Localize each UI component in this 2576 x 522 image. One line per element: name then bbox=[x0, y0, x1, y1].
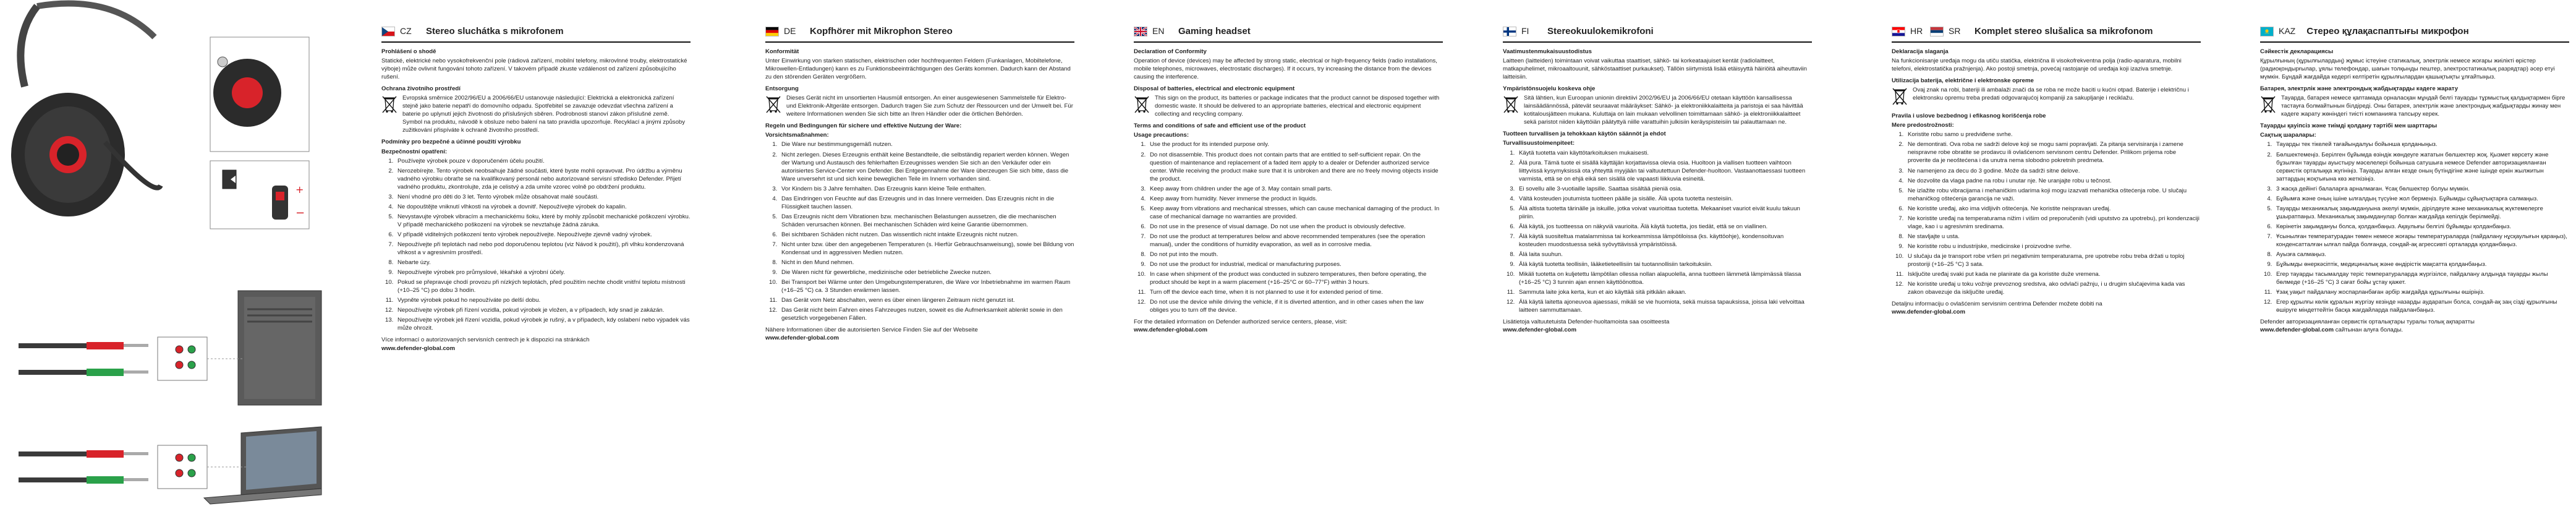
footer-note bbox=[1503, 318, 1812, 334]
list-item: 3. Není vhodné pro děti do 3 let. Tento výrobek může obsahovat malé součásti. bbox=[395, 193, 691, 201]
section-title: Стерео құлақаспаптығы микрофон bbox=[2306, 25, 2469, 36]
precautions-label: Bezpečnostní opatření: bbox=[381, 148, 448, 155]
section-title: Stereo sluchátka s mikrofonem bbox=[426, 25, 564, 36]
headset-image bbox=[11, 4, 161, 216]
list-item: 7. Ұсынылған температурадан төмен немесе жоғары температураларда (пайдалану нұсқаулығын қараңыз), конденсатталған ылғал пайда болғанда, сондай-ақ агрессивті орталарда қолданбаңыз. bbox=[2274, 233, 2569, 249]
list-item: 11. Isključite uređaj svaki put kada ne planirate da ga koristite duže vremena. bbox=[1905, 270, 2201, 278]
footer-text: For the detailed information on Defender authorized service centers, please, visit: bbox=[1134, 319, 1348, 326]
svg-text:−: − bbox=[295, 207, 305, 220]
list-item: 6. Ne koristite uređaj, ako ima vidljivih oštećenja. Ne koristite neispravan uređaj. bbox=[1905, 205, 2201, 213]
section-en bbox=[1134, 25, 1443, 513]
illustration-panel bbox=[0, 0, 346, 519]
list-item: 6. V případě viditelných poškození tento výrobek nepoužívejte. Nepoužívejte zjevně vadný výrobek. bbox=[395, 231, 691, 239]
disposal-notice bbox=[381, 94, 691, 134]
block-heading: Terms and conditions of safe and efficient use of the product bbox=[1134, 122, 1306, 130]
list-item: 9. Ne koristite robu u industrijske, medicinske i proizvodne svrhe. bbox=[1905, 242, 2201, 250]
section-cz bbox=[381, 25, 691, 513]
precautions-label: Сақтық шаралары: bbox=[2260, 132, 2316, 139]
section-header bbox=[1503, 25, 1812, 43]
section-header bbox=[381, 25, 691, 43]
list-item: 7. Älä käytä suositeltua matalammissa tai korkeammissa lämpötiloissa (ks. käyttöohje), kondensoituvan kosteuden muodostuessa sekä syövyttävissä ympäristöissä. bbox=[1516, 233, 1812, 249]
list-item: 8. Ne stavljajte u usta. bbox=[1905, 233, 2201, 241]
language-code: EN bbox=[1152, 26, 1165, 36]
disposal-text: Sitä lähtien, kun Euroopan unionin direktiivi 2002/96/EU ja 2006/66/EU otetaan käyttöön kansallisessa lainsäädännössä, pätevät seuraavat määräykset: Sähkö- ja elektroniikkalaitteita ja paristoja ei saa hävittää kotitalousjätteen mukana. Kuluttaja on lain mukaan velvollinen toimittamaan sähkö- ja elektroniikkalaitteet sekä paristot niiden käyttöiän päätyttyä niille varattuihin julkisiin keräyspisteisiin tai palauttamaan ne. bbox=[1524, 95, 1803, 126]
precautions-label: Usage precautions: bbox=[1134, 132, 1189, 139]
block-text: Unter Einwirkung von starken statischen, elektrischen oder hochfrequenten Feldern (Funkanlagen, Mobiltelefone, Mikrowellen-Entladungen) kann es zu Funktionsbeeinträchtigungen des Geräts kommen. Dadurch kann der Abstand zu den störenden Geräten vergrößern. bbox=[765, 58, 1071, 81]
block-heading: Pravila i uslove bezbednog i efikasnog korišćenja robe bbox=[1892, 113, 2046, 120]
section-header bbox=[1892, 25, 2201, 43]
crossed-bin-icon bbox=[1503, 95, 1519, 116]
precautions-list bbox=[765, 140, 1074, 322]
block-heading: Тауарды қауіпсіз және тиімді қолдану тәртібі мен шарттары bbox=[2260, 122, 2438, 130]
website-link[interactable]: www.defender-global.com bbox=[1134, 327, 1208, 334]
section-title: Gaming headset bbox=[1178, 25, 1251, 36]
flag-icon bbox=[381, 27, 395, 36]
block-heading: Declaration of Conformity bbox=[1134, 48, 1207, 55]
footer-note bbox=[381, 336, 691, 352]
block-heading: Konformität bbox=[765, 48, 799, 55]
block-text: Құрылғының (құрылғылардың) жұмыс істеуіне статикалық, электрлік немесе жоғары жиілікті өрістер (радиоқондырғылар, ұялы телефондар, шағын толқынды пештер, электростатикалық разрядтар) әсер етуі мүмкін. Бұндай жағдайда кедергі келтіретін құрылғылардан қашықтықты ұлғайтыңыз. bbox=[2260, 58, 2555, 81]
list-item: 10. Mikäli tuotetta on kuljetettu lämpötilan ollessa nollan alapuolella, anna tuotteen lämmetä lämpimässä tilassa (+16–25 °C) 3 tunnin ajan ennen käyttöönottoa. bbox=[1516, 270, 1812, 286]
website-link[interactable]: www.defender-global.com bbox=[381, 344, 456, 352]
list-item: 12. Егер құрылғы көлік құралын жүргізу кезінде назарды аударатын болса, сондай-ақ заң сізді құрылғыны өшіруге міндеттейтін басқа жағдайларда пайдаланбаңыз. bbox=[2274, 298, 2569, 314]
list-item: 3. Keep away from children under the age of 3. May contain small parts. bbox=[1147, 185, 1443, 193]
list-item: 7. Nepoužívejte při teplotách nad nebo pod doporučenou teplotou (viz Návod k použití), při vlhku kondenzovaná vlhkost a v agresivním prostředí. bbox=[395, 241, 691, 257]
block-heading: Utilizacija baterija, električne i elektronske opreme bbox=[1892, 77, 2034, 85]
precautions-label: Vorsichtsmaßnahmen: bbox=[765, 132, 829, 139]
section-kaz bbox=[2260, 25, 2569, 513]
footer-text: Nähere Informationen über die autorisierten Service Finden Sie auf der Webseite bbox=[765, 327, 978, 334]
list-item: 11. Turn off the device each time, when it is not planned to use it for extended period of time. bbox=[1147, 288, 1443, 296]
disposal-text: Evropská směrnice 2002/96/EU a 2006/66/EU ustanovuje následující: Elektrická a elektronická zařízení stejně jako baterie nepatří do domovního odpadu. Spotřebitel se zavazuje odevzdat všechna zařízení a baterie po uplynutí jejich životnosti do příslušných sběren. Podrobnosti stanoví zákon příslušné země. Symbol na produktu, návodě k obsluze nebo balení na tato pravidla upozorňuje. Recyklací a jinými způsoby zužitkování přispíváte k ochraně životního prostředí. bbox=[402, 95, 686, 134]
list-item: 9. Die Waren nicht für gewerbliche, medizinische oder betriebliche Zwecke nutzen. bbox=[779, 268, 1074, 276]
list-item: 1. Používejte výrobek pouze v doporučeném účelu použití. bbox=[395, 157, 691, 165]
list-item: 4. Бұйымға және оның ішіне ылғалдың түсуіне жол бермеңіз. Бұйымды сұйықтықтарға салмаңыз. bbox=[2274, 195, 2569, 203]
list-item: 3. Ei sovellu alle 3-vuotiaille lapsille. Saattaa sisältää pieniä osia. bbox=[1516, 185, 1812, 193]
flag-icon bbox=[1892, 27, 1905, 36]
section-header bbox=[2260, 25, 2569, 43]
list-item: 3. Vor Kindern bis 3 Jahre fernhalten. Das Erzeugnis kann kleine Teile enthalten. bbox=[779, 185, 1074, 193]
crossed-bin-icon bbox=[1892, 87, 1908, 108]
section-hr-sr bbox=[1892, 25, 2201, 513]
earcup-detail bbox=[210, 37, 309, 152]
laptop-image bbox=[19, 427, 321, 504]
list-item: 10. Bei Transport bei Wärme unter den Umgebungstemperaturen, die Ware vor Inbetriebnahme im warmen Raum (+16–25 °C) ca. 3 Stunden erwärmen lassen. bbox=[779, 278, 1074, 294]
list-item: 1. Use the product for its intended purpose only. bbox=[1147, 140, 1443, 148]
footer-text-end: сайтынан алуға болады. bbox=[2335, 327, 2404, 334]
product-illustration bbox=[0, 0, 346, 519]
website-link[interactable]: www.defender-global.com bbox=[2260, 327, 2334, 334]
list-item: 4. Das Eindringen von Feuchte auf das Erzeugnis und in das Innere vermeiden. Das Erzeugnis nicht in die Flüssigkeit tauchen lassen. bbox=[779, 195, 1074, 211]
list-item: 3. 3 жасқа дейінгі балаларға арналмаған. Ұсақ бөлшектер болуы мүмкін. bbox=[2274, 185, 2569, 193]
disposal-text: Dieses Gerät nicht im unsortierten Hausmüll entsorgen. An einer ausgewiesenen Sammelstelle für Elektro- und Elektronik-Altgeräte entsorgen. Dadurch tragen Sie zum Schutz der Ressourcen und der Umwelt bei. Für weitere Informationen wenden Sie sich bitte an Ihren Händler oder die örtlichen Behörden. bbox=[786, 95, 1073, 118]
disposal-notice bbox=[2260, 94, 2569, 118]
list-item: 4. Keep away from humidity. Never immerse the product in liquids. bbox=[1147, 195, 1443, 203]
list-item: 9. Älä käytä tuotetta teollisiin, lääketieteellisiin tai tuotannollisiin tarkoituksiin. bbox=[1516, 260, 1812, 268]
block-heading: Podmínky pro bezpečné a účinné použití výrobku bbox=[381, 139, 521, 146]
website-link[interactable]: www.defender-global.com bbox=[765, 335, 840, 342]
disposal-notice bbox=[765, 94, 1074, 118]
section-de bbox=[765, 25, 1074, 513]
disposal-notice bbox=[1892, 86, 2201, 108]
precautions-label: Turvallisuustoimenpiteet: bbox=[1503, 140, 1575, 147]
block-heading: Vaatimustenmukaisuustodistus bbox=[1503, 48, 1592, 55]
block-heading: Regeln und Bedingungen für sichere und effektive Nutzung der Ware: bbox=[765, 122, 962, 130]
list-item: 2. Do not disassemble. This product does not contain parts that are entitled to self-sufficient repair. On the question of maintenance and replacement of a faded item apply to a dealer or Defender authorized service center. While receiving the product make sure that it is unbroken and there are no freely moving objects inside the product. bbox=[1147, 151, 1443, 183]
flag-icon bbox=[1930, 27, 1944, 36]
precautions-list bbox=[1134, 140, 1443, 314]
list-item: 6. Көрінетін зақымдануы болса, қолданбаңыз. Ақаулығы белгілі бұйымды қолданбаңыз. bbox=[2274, 223, 2569, 231]
list-item: 5. Älä altista tuotetta tärinälle ja iskuille, jotka voivat vaurioittaa tuotetta. Mekaaniset vauriot eivät kuulu takuun piiriin. bbox=[1516, 205, 1812, 221]
footer-text: Lisätietoja valtuutetuista Defender-huoltamoista saa osoitteesta bbox=[1503, 319, 1670, 326]
list-item: 7. Ne koristite uređaj na temperaturama nižim i višim od preporučenih (vidi uputstvo za upotrebu), pri kondenzaciji vlage, kao i u agresivnim sredinama. bbox=[1905, 215, 2201, 231]
footer-note bbox=[2260, 318, 2569, 334]
block-text: Laitteen (laitteiden) toimintaan voivat vaikuttaa staattiset, sähkö- tai korkeataajuiset kentät (radiolaitteet, matkapuhelimet, mikroaaltouunit, sähköstaattiset purkaukset). Tällöin siirtymistä lisää etäisyyttä häiriöitä aiheuttaviin laitteisiin. bbox=[1503, 58, 1807, 81]
list-item: 10. Pokud se přepravuje chodí provozu při nízkých teplotách, před použitím nechte chodit vnitřní teplotu místnosti (+10–25 °C) po dobu 3 hodin. bbox=[395, 278, 691, 294]
section-title: Kopfhörer mit Mikrophon Stereo bbox=[810, 25, 953, 36]
crossed-bin-icon bbox=[381, 95, 397, 116]
block-text: Operation of device (devices) may be affected by strong static, electrical or high-frequency fields (radio installations, mobile telephones, microwaves, electrostatic discharges). If it occurs, try increasing the distance from the devices causing the interference. bbox=[1134, 58, 1437, 81]
language-code: KAZ bbox=[2279, 26, 2296, 36]
list-item: 8. Do not put into the mouth. bbox=[1147, 250, 1443, 259]
section-header bbox=[1134, 25, 1443, 43]
precautions-list bbox=[1503, 149, 1812, 315]
list-item: 12. Nepoužívejte výrobek při řízení vozidla, pokud výrobek je vložen, a v případech, kdy snad je zakázán. bbox=[395, 306, 691, 314]
list-item: 12. Das Gerät nicht beim Fahren eines Fahrzeuges nutzen, soweit es die Aufmerksamkeit ablenkt sowie in den gesetzlich vorgegebenen Fällen. bbox=[779, 306, 1074, 322]
list-item: 11. Sammuta laite joka kerta, kun et aio käyttää sitä pitkään aikaan. bbox=[1516, 288, 1812, 296]
list-item: 7. Nicht unter bzw. über den angegebenen Temperaturen (s. Hierfür Gebrauchsanweisung), sowie bei Bildung von Kondensat und in aggressiven Medien nutzen. bbox=[779, 241, 1074, 257]
list-item: 5. Keep away from vibrations and mechanical stresses, which can cause mechanical damaging of the product. In case of mechanical damage no warranties are provided. bbox=[1147, 205, 1443, 221]
block-heading: Deklaracija slaganja bbox=[1892, 48, 1949, 55]
block-heading: Entsorgung bbox=[765, 85, 799, 93]
flag-icon bbox=[1503, 27, 1516, 36]
block-text: Na funkcionisanje uređaja mogu da utiču statička, električna ili visokofrekventna polja (radio-aparatura, mobilni telefoni, elektrostatička pražnjenja). Ako postoji smetnja, povećaj rastojanje od uređaja koji izaziva smetnje. bbox=[1892, 58, 2182, 73]
footer-note bbox=[1892, 300, 2201, 316]
footer-note bbox=[1134, 318, 1443, 334]
block-heading: Prohlášení o shodě bbox=[381, 48, 436, 55]
footer-text: Detaljnu informaciju o ovlašćenim servisnim centrima Defender možete dobiti na bbox=[1892, 301, 2102, 308]
list-item: 12. Ne koristite uređaj u toku vožnje prevoznog sredstva, ako odvlači pažnju, i u drugim slučajevima kada vas zakon obavezuje da isključite uređaj. bbox=[1905, 280, 2201, 296]
disposal-text: Ovaj znak na robi, bateriji ili ambalaži znači da se roba ne može baciti u kućni otpad. Baterije i električnu i elektronsku opremu treba predati odgovarajućoj kompaniji za sakupljanje i reciklažu. bbox=[1913, 87, 2189, 102]
list-item: 4. Ne dopouštějte vniknutí vlhkosti na výrobek a dovnitř. Nepoužívejte výrobek do kapalin. bbox=[395, 203, 691, 211]
block-heading: Ochrana životního prostředí bbox=[381, 85, 461, 93]
language-code: FI bbox=[1521, 26, 1529, 36]
list-item: 13. Nepoužívejte výrobek jeli řízení vozidla, pokud výrobek je rušný, a v případech, kdy oslabení nebo výpadek vás může ohrozit. bbox=[395, 316, 691, 332]
language-code: CZ bbox=[400, 26, 412, 36]
volume-control-detail bbox=[210, 161, 309, 229]
block-text: Statické, elektrické nebo vysokofrekvenční pole (rádiová zařízení, mobilní telefony, mikrovlnné trouby, elektrostatické výboje) může ovlivnit fungování tohoto zařízení. V takovém případě zkuste vzdálenost od zařízení způsobujícího rušení. bbox=[381, 58, 687, 81]
precautions-list bbox=[381, 157, 691, 333]
disposal-text: Тауарда, батарея немесе қаптамада орналасқан мұндай белгі тауарды тұрмыстық қалдықтармен бірге тастауға болмайтынын білдіреді. Оны батарея, электрлік және электрондық жабдықтарды жинау мен кәдеге жарату жөніндегі тиісті компанияға тапсыру керек. bbox=[2281, 95, 2565, 118]
list-item: 10. Егер тауарды тасымалдау теріс температураларда жүргізілсе, пайдалану алдында тауарды жылы бөлмеде (+16–25 °С) 3 сағат бойы ұстау қажет. bbox=[2274, 270, 2569, 286]
list-item: 5. Тауарды механикалық зақымдануына әкелуі мүмкін, дірілдеуге және механикалық жүктемелерге ұшыратпаңыз. Механикалық зақымданулар болған жағдайда кепілдік берілмейді. bbox=[2274, 205, 2569, 221]
footer-text: Defender авторизацияланған сервистік орталықтары туралы толық ақпаратты bbox=[2260, 319, 2475, 326]
footer-note bbox=[765, 326, 1074, 342]
crossed-bin-icon bbox=[765, 95, 781, 116]
precautions-label: Mere predostrožnosti: bbox=[1892, 122, 1954, 129]
list-item: 9. Nepoužívejte výrobek pro průmyslové, lékařské a výrobní účely. bbox=[395, 268, 691, 276]
flag-icon bbox=[1134, 27, 1147, 36]
disposal-notice bbox=[1134, 94, 1443, 118]
precautions-list bbox=[1892, 130, 2201, 296]
section-header bbox=[765, 25, 1074, 43]
section-title: Stereokuulokemikrofoni bbox=[1547, 25, 1654, 36]
block-heading: Tuotteen turvallisen ja tehokkaan käytön säännöt ja ehdot bbox=[1503, 130, 1666, 138]
list-item: 8. Älä laita suuhun. bbox=[1516, 250, 1812, 259]
block-heading: Сәйкестік декларациясы bbox=[2260, 48, 2334, 55]
list-item: 4. Ne dozvolite da vlaga padne na robu i unutar nje. Ne uranjajte robu u tečnost. bbox=[1905, 177, 2201, 185]
list-item: 6. Bei sichtbaren Schäden nicht nutzen. Das wissentlich nicht intakte Erzeugnis nicht nutzen. bbox=[779, 231, 1074, 239]
list-item: 1. Die Ware nur bestimmungsgemäß nutzen. bbox=[779, 140, 1074, 148]
disposal-text: This sign on the product, its batteries or package indicates that the product cannot be disposed together with domestic waste. It should be delivered to an appropriate batteries, electrical and electronic equipment collecting and recycling company. bbox=[1155, 95, 1440, 118]
svg-text:+: + bbox=[295, 184, 304, 195]
list-item: 1. Käytä tuotetta vain käyttötarkoituksen mukaisesti. bbox=[1516, 149, 1812, 157]
list-item: 2. Nicht zerlegen. Dieses Erzeugnis enthält keine Bestandteile, die selbständig repariert werden können. Wegen der Wartung und Austausch des fehlerhaften Erzeugnisses wenden Sie sich an den Verkäufer oder ein autorisiertes Service-Center von Defender. Bei Entgegennahme der Ware überzeugen Sie sich bitte, dass die Ware unversehrt ist und sich keine beweglichen Teile im Innern vorhanden sind. bbox=[779, 151, 1074, 183]
list-item: 10. U slučaju da je transport robe vršen pri negativnim temperaturama, pre upotrebe robu treba držati u toploj prostoriji (+16–25 °C) 3 sata. bbox=[1905, 252, 2201, 268]
list-item: 12. Do not use the device while driving the vehicle, if it is diverted attention, and in other cases when the law obliges you to turn off the device. bbox=[1147, 298, 1443, 314]
list-item: 1. Koristite robu samo u predviđene svrhe. bbox=[1905, 130, 2201, 139]
list-item: 11. Ұзақ уақыт пайдалану жоспарланбаған әрбір жағдайда құрылғыны өшіріңіз. bbox=[2274, 288, 2569, 296]
list-item: 2. Nerozebírejte. Tento výrobek neobsahuje žádné součásti, které byste mohli opravovat. Pro údržbu a výměnu vadného výrobku obraťte se na kvalifikovaný personál nebo autorizované servisní středisko Defender. Přijetí vadného produktu, zkontrolujte, zda je celistvý a zda umíte vzorec volně po obdržení produktu. bbox=[395, 167, 691, 191]
section-fi bbox=[1503, 25, 1812, 513]
list-item: 11. Das Gerät vom Netz abschalten, wenn es über einen längeren Zeitraum nicht genutzt ist. bbox=[779, 296, 1074, 304]
list-item: 5. Nevystavujte výrobek vibracím a mechanickému šoku, které by mohly způsobit mechanické poškození výrobku. V případě mechanického poškození na výrobek se nevztahuje žádná záruka. bbox=[395, 213, 691, 229]
list-item: 8. Nicht in den Mund nehmen. bbox=[779, 259, 1074, 267]
disposal-notice bbox=[1503, 94, 1812, 126]
language-code: SR bbox=[1949, 26, 1961, 36]
block-heading: Батарея, электрлік және электрондық жабдықтарды кәдеге жарату bbox=[2260, 85, 2459, 93]
flag-icon bbox=[765, 27, 779, 36]
list-item: 2. Älä pura. Tämä tuote ei sisällä käyttäjän korjattavissa olevia osia. Huoltoon ja viallisen tuotteen vaihtoon liittyvissä kysymyksissä ota yhteyttä myyjään tai valtuutettuun Defender-huoltoon. Vastaanottaessasi tuotteen varmista, että se on ehjä eikä sen sisällä ole vapaasti liikkuvia esineitä. bbox=[1516, 159, 1812, 183]
footer-text: Více informací o autorizovaných servisních centrech je k dispozici na stránkách bbox=[381, 336, 590, 344]
list-item: 12. Älä käytä laitetta ajoneuvoa ajaessasi, mikäli se vie huomiota, sekä muissa tapauksissa, joissa laki velvoittaa laitteen sammuttamaan. bbox=[1516, 298, 1812, 314]
list-item: 3. Ne namenjeno za decu do 3 godine. Može da sadrži sitne delove. bbox=[1905, 167, 2201, 175]
website-link[interactable]: www.defender-global.com bbox=[1892, 309, 1966, 316]
list-item: 5. Ne izlažite robu vibracijama i mehaničkim udarima koji mogu izazvati mehanička oštećenja robe. U slučaju mehaničkog oštećenja garancija ne važi. bbox=[1905, 187, 2201, 203]
crossed-bin-icon bbox=[1134, 95, 1150, 116]
list-item: 11. Vypněte výrobek pokud ho nepoužíváte po delší dobu. bbox=[395, 296, 691, 304]
block-heading: Ympäristönsuojelu koskeva ohje bbox=[1503, 85, 1596, 93]
language-code: DE bbox=[784, 26, 796, 36]
block-heading: Disposal of batteries, electrical and electronic equipment bbox=[1134, 85, 1295, 93]
list-item: 10. In case when shipment of the product was conducted in subzero temperatures, then before operating, the product should be kept in a warm placement (+16–25°C or 60–77°F) within 3 hours. bbox=[1147, 270, 1443, 286]
list-item: 8. Ауызға салмаңыз. bbox=[2274, 250, 2569, 259]
website-link[interactable]: www.defender-global.com bbox=[1503, 327, 1577, 334]
list-item: 7. Do not use the product at temperatures below and above recommended temperatures (see the operation manual), under the conditions of humidity evaporation, as well as in corrosive media. bbox=[1147, 233, 1443, 249]
list-item: 1. Тауарды тек тікелей тағайындалуы бойынша қолданыңыз. bbox=[2274, 140, 2569, 148]
language-code: HR bbox=[1910, 26, 1923, 36]
crossed-bin-icon bbox=[2260, 95, 2276, 116]
list-item: 6. Älä käytä, jos tuotteessa on näkyviä vaurioita. Älä käytä tuotetta, jos tiedät, että se on viallinen. bbox=[1516, 223, 1812, 231]
list-item: 9. Бұйымды өнеркәсіптік, медициналық және өндірістік мақсатта қолданбаңыз. bbox=[2274, 260, 2569, 268]
list-item: 2. Ne demontirati. Ova roba ne sadrži delove koji se mogu sami popravljati. Za pitanja servisiranja i zamene neispravne robe obratite se prodavcu ili ovlašćenom servisnom centru Defender. Prilikom prijema robe proverite da je neoštećena i da unutra nema slobodno pokretnih predmeta. bbox=[1905, 140, 2201, 165]
list-item: 4. Vältä kosteuden joutumista tuotteen päälle ja sisälle. Älä upota tuotetta nesteisiin. bbox=[1516, 195, 1812, 203]
desktop-pc-image bbox=[19, 291, 321, 405]
list-item: 8. Nebarte úzy. bbox=[395, 259, 691, 267]
section-title: Komplet stereo slušalica sa mikrofonom bbox=[1975, 25, 2153, 36]
flag-icon bbox=[2260, 27, 2274, 36]
list-item: 6. Do not use in the presence of visual damage. Do not use when the product is obviously defective. bbox=[1147, 223, 1443, 231]
list-item: 9. Do not use the product for industrial, medical or manufacturing purposes. bbox=[1147, 260, 1443, 268]
list-item: 5. Das Erzeugnis nicht dem Vibrationen bzw. mechanischen Belastungen aussetzen, die die mechanischen Schäden verursachen können. Bei mechanischen Schäden wird keine Garantie übernommen. bbox=[779, 213, 1074, 229]
list-item: 2. Бөлшектемеңіз. Берілген бұйымда өзіндік жөндеуге жататын бөлшектер жоқ. Қызмет көрсету және бұзылған тауарды ауыстыру мәселелері бойынша сатушыға немесе Defender авторизацияланған сервистік орталыққа жүгініңіз. Тауарды алған кезде оның бүтіндігіне және ішінде еркін жылжитын заттардың жоқтығына көз жеткізіңіз. bbox=[2274, 151, 2569, 183]
precautions-list bbox=[2260, 140, 2569, 314]
